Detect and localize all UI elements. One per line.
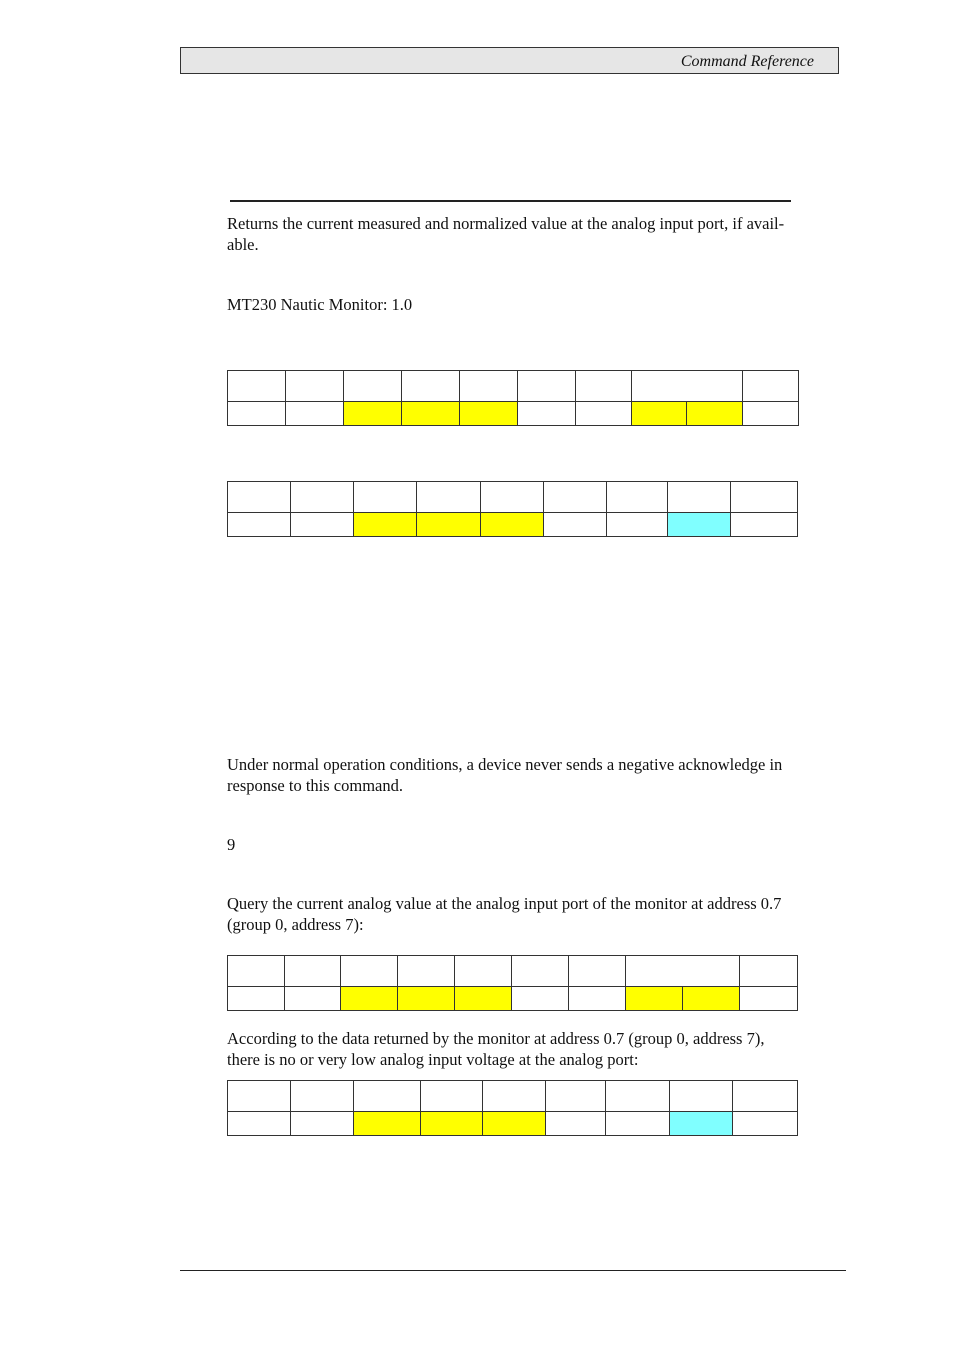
frame-value-row xyxy=(228,402,799,426)
frame-header-row xyxy=(228,956,798,987)
frame-byte-cell xyxy=(546,1112,606,1136)
command-description: Returns the current measured and normalized value at the analog input port, if avail-able. xyxy=(227,214,785,254)
frame-header-cell xyxy=(632,371,743,402)
example-command-table xyxy=(227,955,798,1011)
frame-byte-cell-highlighted xyxy=(421,1112,483,1136)
frame-byte-cell-highlighted xyxy=(354,1112,421,1136)
frame-byte-cell-highlighted xyxy=(687,402,743,426)
frame-byte-cell xyxy=(228,513,291,537)
example-response-table xyxy=(227,1080,798,1136)
frame-byte-cell xyxy=(228,987,285,1011)
frame-header-cell xyxy=(455,956,512,987)
frame-header-cell xyxy=(354,1081,421,1112)
frame-header-cell xyxy=(291,482,354,513)
frame-header-cell xyxy=(341,956,398,987)
nak-note: Under normal operation conditions, a device never sends a negative acknowledge in response to this command. xyxy=(227,755,783,795)
frame-byte-cell xyxy=(518,402,576,426)
frame-byte-cell-highlighted xyxy=(455,987,512,1011)
frame-byte-cell xyxy=(228,402,286,426)
frame-byte-cell xyxy=(607,513,668,537)
frame-data-cell-highlighted xyxy=(668,513,731,537)
frame-header-cell xyxy=(228,956,285,987)
frame-value-row xyxy=(228,1112,798,1136)
frame-byte-cell-highlighted xyxy=(483,1112,546,1136)
frame-byte-cell xyxy=(544,513,607,537)
frame-header-cell xyxy=(291,1081,354,1112)
frame-header-cell xyxy=(402,371,460,402)
frame-header-cell xyxy=(546,1081,606,1112)
frame-byte-cell-highlighted xyxy=(354,513,417,537)
response-frame-table xyxy=(227,481,798,537)
frame-header-cell xyxy=(421,1081,483,1112)
frame-header-cell xyxy=(417,482,481,513)
frame-header-row xyxy=(228,482,798,513)
frame-header-cell xyxy=(743,371,799,402)
frame-byte-cell-highlighted xyxy=(632,402,687,426)
frame-header-cell xyxy=(731,482,798,513)
frame-byte-cell-highlighted xyxy=(417,513,481,537)
frame-byte-cell-highlighted xyxy=(344,402,402,426)
frame-byte-cell xyxy=(286,402,344,426)
frame-value-row xyxy=(228,513,798,537)
frame-header-row xyxy=(228,371,799,402)
frame-header-cell xyxy=(228,1081,291,1112)
frame-header-cell xyxy=(512,956,569,987)
frame-byte-cell-highlighted xyxy=(626,987,683,1011)
frame-header-cell xyxy=(286,371,344,402)
frame-header-cell xyxy=(518,371,576,402)
frame-data-cell-highlighted xyxy=(670,1112,733,1136)
frame-header-cell xyxy=(460,371,518,402)
frame-value-row xyxy=(228,987,798,1011)
frame-header-cell xyxy=(569,956,626,987)
frame-byte-cell xyxy=(291,1112,354,1136)
frame-byte-cell xyxy=(606,1112,670,1136)
frame-byte-cell-highlighted xyxy=(481,513,544,537)
error-code: 9 xyxy=(227,835,236,854)
frame-byte-cell xyxy=(228,1112,291,1136)
frame-header-cell xyxy=(626,956,740,987)
example-query-text: Query the current analog value at the analog input port of the monitor at address 0.7 (group 0, address 7): xyxy=(227,894,782,934)
frame-byte-cell xyxy=(285,987,341,1011)
frame-header-cell xyxy=(398,956,455,987)
frame-header-cell xyxy=(354,482,417,513)
section-divider xyxy=(230,200,791,202)
frame-byte-cell-highlighted xyxy=(683,987,740,1011)
frame-byte-cell-highlighted xyxy=(460,402,518,426)
frame-byte-cell xyxy=(731,513,798,537)
page-header xyxy=(180,47,839,74)
frame-header-cell xyxy=(481,482,544,513)
header-title: Command Reference xyxy=(680,53,814,70)
frame-byte-cell-highlighted xyxy=(341,987,398,1011)
frame-header-cell xyxy=(606,1081,670,1112)
frame-header-cell xyxy=(607,482,668,513)
frame-byte-cell xyxy=(569,987,626,1011)
command-frame-table xyxy=(227,370,799,426)
frame-byte-cell xyxy=(512,987,569,1011)
frame-byte-cell xyxy=(743,402,799,426)
frame-header-cell xyxy=(285,956,341,987)
footer-divider xyxy=(180,1270,846,1271)
frame-byte-cell-highlighted xyxy=(402,402,460,426)
frame-header-cell xyxy=(228,482,291,513)
frame-header-cell xyxy=(228,371,286,402)
frame-byte-cell xyxy=(576,402,632,426)
frame-header-cell xyxy=(344,371,402,402)
frame-byte-cell-highlighted xyxy=(398,987,455,1011)
frame-header-cell xyxy=(670,1081,733,1112)
frame-byte-cell xyxy=(291,513,354,537)
example-response-text: According to the data returned by the monitor at address 0.7 (group 0, address 7), there is no or very low analog input voltage at the analog port: xyxy=(227,1029,765,1069)
frame-header-cell xyxy=(544,482,607,513)
frame-header-cell xyxy=(740,956,798,987)
frame-byte-cell xyxy=(733,1112,798,1136)
availability-text: MT230 Nautic Monitor: 1.0 xyxy=(227,295,413,314)
frame-header-cell xyxy=(733,1081,798,1112)
frame-header-cell xyxy=(668,482,731,513)
frame-header-cell xyxy=(483,1081,546,1112)
frame-header-row xyxy=(228,1081,798,1112)
frame-header-cell xyxy=(576,371,632,402)
frame-byte-cell xyxy=(740,987,798,1011)
